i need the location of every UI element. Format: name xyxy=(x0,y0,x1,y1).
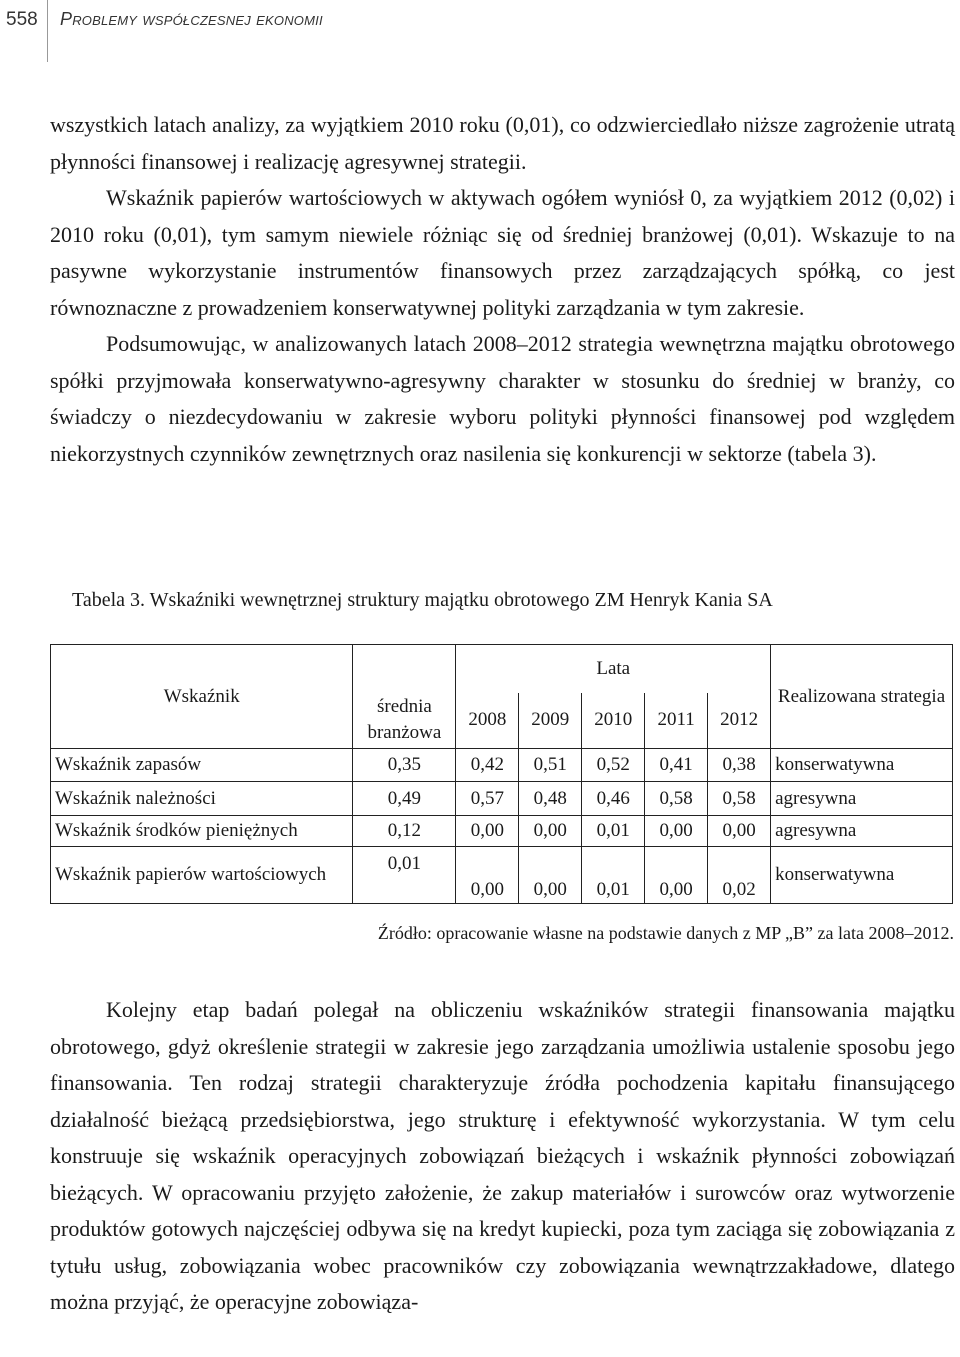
row-name: Wskaźnik należności xyxy=(51,782,353,816)
row-strategy: agresywna xyxy=(771,782,953,816)
row-value: 0,58 xyxy=(708,782,771,816)
header-year: 2011 xyxy=(645,693,708,749)
indicators-table xyxy=(50,644,953,904)
header-divider xyxy=(47,0,48,62)
row-industry-avg: 0,49 xyxy=(353,782,456,816)
row-value: 0,48 xyxy=(519,782,582,816)
header-strategy: Realizowana strategia xyxy=(771,645,953,749)
row-industry-avg: 0,01 xyxy=(353,847,456,904)
paragraph: Podsumowując, w analizowanych latach 2008–2012 strategia wewnętrzna majątku obrotowego spółki przyjmowała konserwatywno-agresywny charakter w stosunku do średniej w branży, co świadczy o niezdecydowaniu w zakresie wyboru polityki płynności finansowej pod względem niekorzystnych czynników zewnętrznych oraz nasilenia się konkurencji w sektorze (tabela 3). xyxy=(50,331,955,466)
row-value: 0,00 xyxy=(645,847,708,904)
header-year: 2009 xyxy=(519,693,582,749)
row-name: Wskaźnik środków pieniężnych xyxy=(51,816,353,847)
page-header xyxy=(0,0,960,62)
page-number: 558 xyxy=(6,9,38,30)
header-year: 2010 xyxy=(582,693,645,749)
row-value: 0,58 xyxy=(645,782,708,816)
row-name: Wskaźnik papierów wartościowych xyxy=(51,847,353,904)
paragraph: Kolejny etap badań polegał na obliczeniu wskaźników strategii finansowania majątku obrotowego, gdyż określenie strategii w zakresie jego zarządzania umożliwia ustalenie sposobu jego finansowania. Ten rodzaj strategii charakteryzuje źródła pochodzenia kapitału finansującego działalność bieżącą przedsiębiorstwa, jego strukturę i efektywność wykorzystania. W tym celu konstruuje się wskaźnik operacyjnych zobowiązań bieżących i wskaźnik płynności zobowiązań bieżących. W opracowaniu przyjęto założenie, że zakup materiałów i surowców oraz wytworzenie produktów gotowych najczęściej odbywa się na kredyt kupiecki, poza tym zaciąga się zobowiązania z tytułu usług, zobowiązania wobec pracowników czy zobowiązania wewnątrzzakładowe, dlatego można przyjąć, że operacyjne zobowiąza- xyxy=(50,997,955,1314)
row-value: 0,46 xyxy=(582,782,645,816)
row-value: 0,00 xyxy=(519,816,582,847)
row-strategy: agresywna xyxy=(771,816,953,847)
row-industry-avg: 0,12 xyxy=(353,816,456,847)
header-years-group: Lata xyxy=(456,645,771,693)
row-value: 0,52 xyxy=(582,749,645,782)
table-header-row xyxy=(51,645,953,693)
body-text-top xyxy=(50,107,955,472)
row-value: 0,01 xyxy=(582,847,645,904)
row-strategy: konserwatywna xyxy=(771,847,953,904)
row-value: 0,00 xyxy=(456,816,519,847)
header-indicator: Wskaźnik xyxy=(51,645,353,749)
row-value: 0,00 xyxy=(519,847,582,904)
paragraph: Wskaźnik papierów wartościowych w aktywach ogółem wyniósł 0, za wyjątkiem 2012 (0,02) i 2010 roku (0,01), tym samym niewiele różniąc się od średniej branżowej (0,01). Wskazuje to na pasywne wykorzystanie instrumentów finansowych przez zarządzających spółką, co jest równoznaczne z prowadzeniem konserwatywnej polityki zarządzania w tym zakresie. xyxy=(50,185,955,320)
row-value: 0,02 xyxy=(708,847,771,904)
body-text-bottom xyxy=(50,992,955,1321)
row-industry-avg: 0,35 xyxy=(353,749,456,782)
table-source-note: Źródło: opracowanie własne na podstawie danych z MP „B” za lata 2008–2012. xyxy=(377,923,954,943)
table-row xyxy=(51,847,953,904)
header-year: 2008 xyxy=(456,693,519,749)
table-row xyxy=(51,782,953,816)
table-row xyxy=(51,749,953,782)
row-name: Wskaźnik zapasów xyxy=(51,749,353,782)
row-value: 0,57 xyxy=(456,782,519,816)
row-value: 0,51 xyxy=(519,749,582,782)
row-value: 0,01 xyxy=(582,816,645,847)
header-year: 2012 xyxy=(708,693,771,749)
row-value: 0,42 xyxy=(456,749,519,782)
row-value: 0,00 xyxy=(645,816,708,847)
paragraph: wszystkich latach analizy, za wyjątkiem 2010 roku (0,01), co odzwierciedlało niższe zagrożenie utratą płynności finansowej i realizację agresywnej strategii. xyxy=(50,112,955,174)
row-value: 0,41 xyxy=(645,749,708,782)
row-value: 0,00 xyxy=(708,816,771,847)
row-value: 0,00 xyxy=(456,847,519,904)
journal-title: Problemy współczesnej ekonomii xyxy=(60,9,323,29)
header-industry-avg: średnia branżowa xyxy=(353,693,456,749)
table-caption: Tabela 3. Wskaźniki wewnętrznej struktury majątku obrotowego ZM Henryk Kania SA xyxy=(72,589,773,611)
row-strategy: konserwatywna xyxy=(771,749,953,782)
row-value: 0,38 xyxy=(708,749,771,782)
table-row xyxy=(51,816,953,847)
